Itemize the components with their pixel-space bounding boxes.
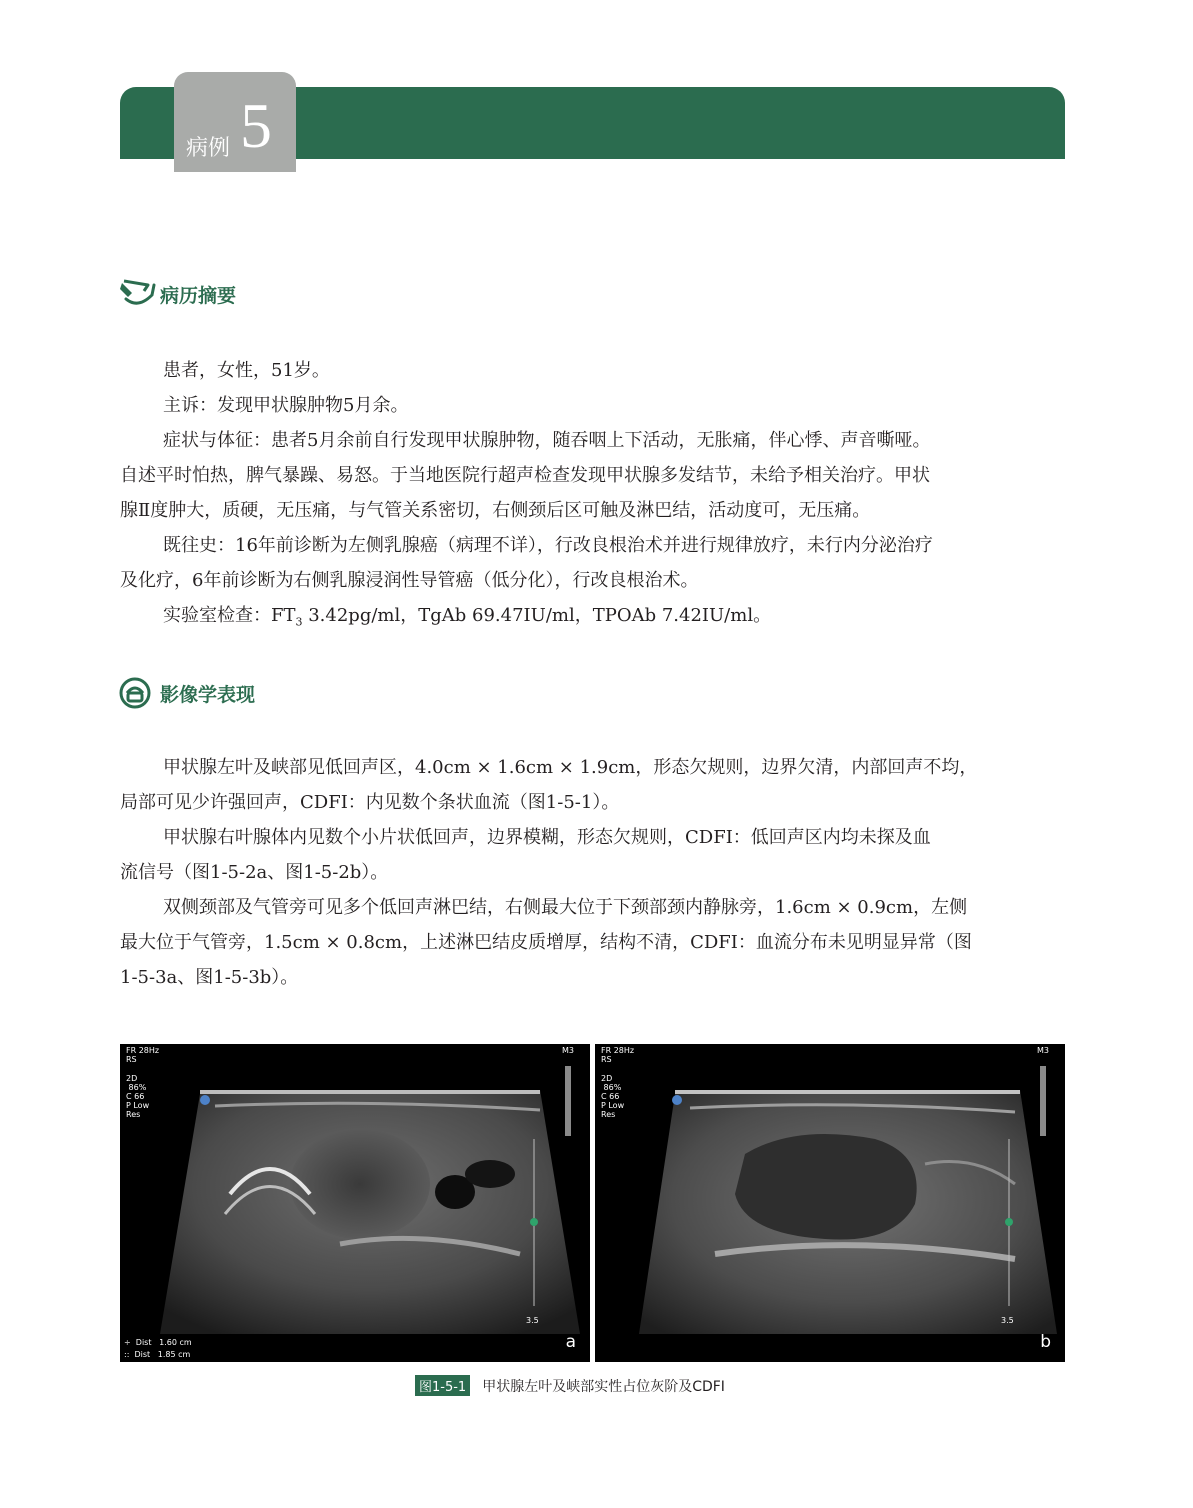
frame-rate-label: FR 28Hz RS <box>601 1046 635 1064</box>
history-line: 腺Ⅱ度肿大，质硬，无压痛，与气管关系密切，右侧颈后区可触及淋巴结，活动度可，无压痛。 <box>120 500 871 521</box>
mode-label: M3 <box>562 1046 574 1055</box>
ultrasound-scan-a <box>120 1044 590 1362</box>
history-line: 自述平时怕热，脾气暴躁、易怒。于当地医院行超声检查发现甲状腺多发结节，未给予相关治疗。甲状 <box>120 465 930 486</box>
history-line: 主诉：发现甲状腺肿物5月余。 <box>163 395 409 416</box>
lab-subscript: 3 <box>295 615 303 629</box>
imaging-section-heading <box>118 675 255 711</box>
imaging-line: 流信号（图1-5-2a、图1-5-2b）。 <box>120 862 389 883</box>
measurement-2: :: Dist 1.85 cm <box>124 1350 191 1359</box>
measurement-1: ÷ Dist 1.60 cm <box>124 1338 192 1347</box>
depth-label: 3.5 <box>1001 1316 1014 1325</box>
lab-suffix: 3.42pg/ml，TgAb 69.47IU/ml，TPOAb 7.42IU/ml。 <box>302 605 772 626</box>
scan-params: 2D 86% C 66 P Low Res <box>601 1074 625 1119</box>
frame-rate-label: FR 28Hz RS <box>126 1046 160 1064</box>
history-line: 患者，女性，51岁。 <box>163 360 330 381</box>
figure-number: 图1-5-1 <box>415 1375 470 1396</box>
history-section-heading <box>118 276 236 312</box>
panel-letter-b: b <box>1040 1332 1051 1352</box>
ultrasound-image-a <box>120 1044 590 1362</box>
history-line: 症状与体征：患者5月余前自行发现甲状腺肿物，随吞咽上下活动，无胀痛，伴心悸、声音嘶哑。 <box>163 430 931 451</box>
panel-letter-a: a <box>565 1332 576 1352</box>
imaging-title: 影像学表现 <box>160 683 256 706</box>
imaging-text <box>120 750 1065 995</box>
case-label: 病例 <box>186 136 231 161</box>
history-text <box>120 353 1065 640</box>
ultrasound-scan-b <box>595 1044 1065 1362</box>
figure-caption <box>415 1375 725 1396</box>
case-number: 5 <box>240 90 272 161</box>
imaging-line: 最大位于气管旁，1.5cm × 0.8cm，上述淋巴结皮质增厚，结构不清，CDFI：血流分布未见明显异常（图 <box>120 932 972 953</box>
imaging-line: 双侧颈部及气管旁可见多个低回声淋巴结，右侧最大位于下颈部颈内静脉旁，1.6cm × 0.9cm，左侧 <box>163 897 968 918</box>
history-line: 及化疗，6年前诊断为右侧乳腺浸润性导管癌（低分化），行改良根治术。 <box>120 570 699 591</box>
lab-results-line <box>120 598 1065 640</box>
ultrasound-image-b <box>595 1044 1065 1362</box>
imaging-line: 甲状腺右叶腺体内见数个小片状低回声，边界模糊，形态欠规则，CDFI：低回声区内均未探及血 <box>163 827 931 848</box>
figure-caption-text: 甲状腺左叶及峡部实性占位灰阶及CDFI <box>482 1378 725 1395</box>
lab-prefix: 实验室检查：FT <box>163 605 296 626</box>
imaging-line: 局部可见少许强回声，CDFI：内见数个条状血流（图1-5-1）。 <box>120 792 620 813</box>
scanner-icon <box>118 676 156 710</box>
history-line: 既往史：16年前诊断为左侧乳腺癌（病理不详），行改良根治术并进行规律放疗，未行内分泌治疗 <box>163 535 933 556</box>
mode-label: M3 <box>1037 1046 1049 1055</box>
scan-params: 2D 86% C 66 P Low Res <box>126 1074 150 1119</box>
depth-label: 3.5 <box>526 1316 539 1325</box>
pen-note-icon <box>118 277 156 311</box>
imaging-line: 甲状腺左叶及峡部见低回声区，4.0cm × 1.6cm × 1.9cm，形态欠规则，边界欠清，内部回声不均， <box>163 757 978 778</box>
imaging-line: 1-5-3a、图1-5-3b）。 <box>120 967 299 988</box>
history-title: 病历摘要 <box>160 284 237 307</box>
